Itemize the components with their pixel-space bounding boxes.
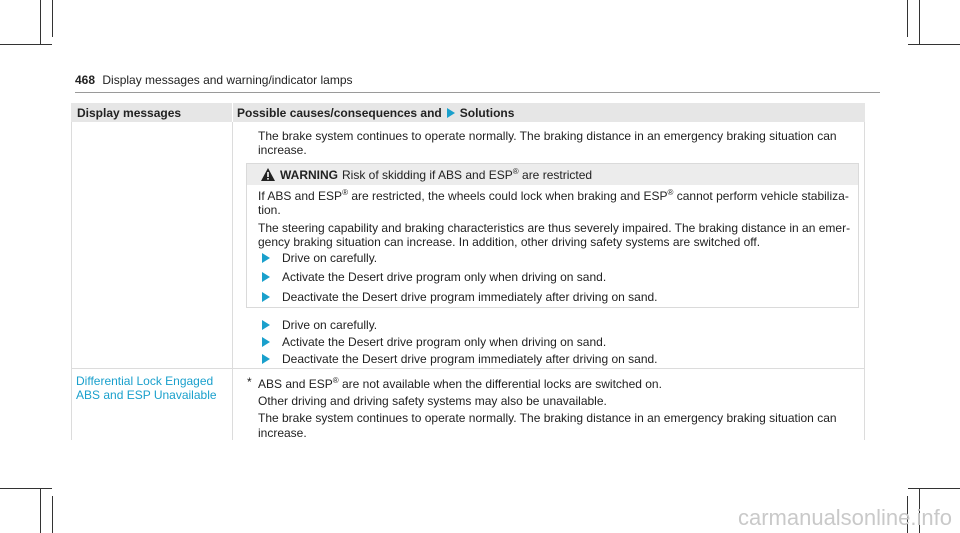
crop-mark — [40, 0, 41, 45]
solution-step — [262, 318, 377, 332]
crop-mark — [908, 488, 960, 489]
crop-mark — [0, 488, 52, 489]
intro-text — [258, 129, 837, 157]
row2-text — [258, 377, 837, 441]
warning-body-line: tion. — [258, 203, 281, 217]
crop-mark — [907, 0, 908, 37]
intro-line: increase. — [258, 143, 307, 157]
registered-mark: ® — [342, 188, 348, 197]
row-divider — [71, 368, 865, 369]
table-header — [71, 103, 865, 122]
row2-line: Other driving and driving safety systems may also be unavailable. — [258, 394, 607, 408]
step-text: Drive on carefully. — [282, 251, 378, 265]
header-separator — [232, 103, 233, 122]
page-title: Display messages and warning/indicator lamps — [102, 73, 353, 87]
col-header-display-messages: Display messages — [77, 106, 182, 120]
warning-body-1 — [258, 189, 849, 217]
table-col-divider — [232, 122, 233, 440]
col-header-suffix: Solutions — [459, 106, 515, 120]
warning-body-line: gency braking situation can increase. In addition, other driving safety systems are switched off. — [258, 235, 761, 249]
warning-body-line: The steering capability and braking characteristics are thus severely impaired. The braking distance in an emer- — [258, 221, 851, 235]
col-header-prefix: Possible causes/consequences and — [237, 106, 442, 120]
warning-title — [280, 168, 592, 182]
row2-text-part: ABS and ESP — [258, 377, 333, 391]
warning-step — [262, 290, 658, 304]
step-text: Deactivate the Desert drive program immediately after driving on sand. — [282, 290, 658, 304]
asterisk-marker: * — [247, 375, 252, 389]
warning-text: are restricted, the wheels could lock when braking and ESP — [351, 189, 668, 203]
crop-mark — [40, 488, 41, 533]
warning-triangle-icon — [261, 168, 275, 181]
crop-mark — [919, 0, 920, 45]
registered-mark: ® — [332, 376, 339, 385]
solution-step — [262, 352, 658, 366]
intro-line: The brake system continues to operate normally. The braking distance in an emergency braking situation can — [258, 129, 837, 143]
col-header-causes-solutions — [237, 106, 514, 120]
crop-mark — [908, 44, 960, 45]
warning-label: WARNING — [280, 168, 338, 182]
registered-mark: ® — [512, 167, 519, 176]
step-text: Deactivate the Desert drive program immediately after driving on sand. — [282, 352, 658, 366]
display-message-line: Differential Lock Engaged — [76, 374, 214, 388]
arrow-right-icon — [262, 354, 270, 364]
page-header — [75, 73, 353, 87]
warning-body-line — [258, 189, 849, 203]
row2-line: The brake system continues to operate normally. The braking distance in an emergency braking situation can — [258, 411, 837, 425]
warning-body-2 — [258, 221, 850, 249]
warning-header — [247, 164, 858, 185]
arrow-right-icon — [262, 292, 270, 302]
row2-line: increase. — [258, 426, 307, 440]
table-right-border — [864, 122, 865, 440]
crop-mark — [52, 496, 53, 533]
header-divider — [75, 92, 880, 93]
step-text: Activate the Desert drive program only when driving on sand. — [282, 270, 607, 284]
row2-text-part: are not available when the differential locks are switched on. — [341, 377, 662, 391]
display-message — [76, 374, 217, 402]
warning-text: cannot perform vehicle stabiliza- — [676, 189, 849, 203]
warning-step — [262, 270, 606, 284]
step-text: Activate the Desert drive program only when driving on sand. — [282, 335, 607, 349]
arrow-right-icon — [262, 320, 270, 330]
warning-title-pre: Risk of skidding if ABS and ESP — [342, 168, 513, 182]
page-number: 468 — [75, 73, 96, 87]
warning-title-post: are restricted — [522, 168, 593, 182]
arrow-right-icon — [262, 337, 270, 347]
solution-step — [262, 335, 606, 349]
registered-mark: ® — [667, 188, 674, 197]
crop-mark — [52, 0, 53, 37]
row2-line — [258, 377, 837, 392]
table-left-border — [71, 122, 72, 440]
arrow-right-icon — [262, 272, 270, 282]
warning-step — [262, 251, 377, 265]
watermark: carmanualsonline.info — [737, 505, 952, 530]
arrow-right-icon — [447, 108, 455, 118]
crop-mark — [0, 44, 52, 45]
step-text: Drive on carefully. — [282, 318, 378, 332]
display-message-line: ABS and ESP Unavailable — [76, 388, 217, 402]
warning-text: If ABS and ESP — [258, 189, 343, 203]
arrow-right-icon — [262, 253, 270, 263]
